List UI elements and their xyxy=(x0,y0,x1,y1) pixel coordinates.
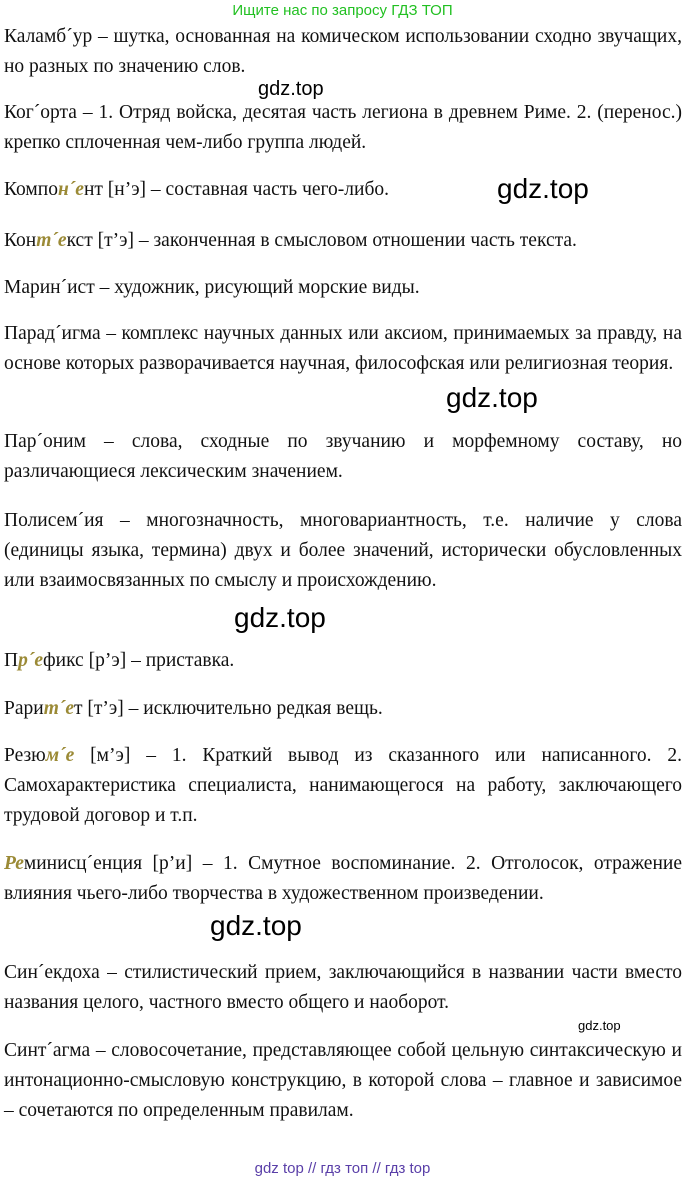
glossary-entry-paronim xyxy=(4,427,682,487)
entry-text: т [т’э] – исключительно редкая вещь. xyxy=(74,698,383,719)
entry-text: кст [т’э] – законченная в смысловом отношении часть текста. xyxy=(66,230,577,251)
entry-text: Ког´орта – 1. Отряд войска, десятая часть легиона в древнем Риме. 2. (перенос.) крепко сплоченная чем-либо группа людей. xyxy=(4,102,682,153)
watermark: gdz.top xyxy=(210,910,302,941)
watermark: gdz.top xyxy=(446,382,538,413)
watermark: gdz.top xyxy=(578,1018,621,1033)
entry-text: Резю xyxy=(4,745,46,766)
stress-highlight: т´е xyxy=(36,230,67,251)
entry-text: Компо xyxy=(4,179,58,200)
glossary-entry-sinekdokha xyxy=(4,958,682,1018)
entry-text: Парад´игма – комплекс научных данных или аксиом, принимаемых за правду, на основе которых разворачивается научная, философская или религиозная теория. xyxy=(4,323,682,374)
entry-text: фикс [р’э] – приставка. xyxy=(43,650,235,671)
glossary-entry-kontekst xyxy=(4,226,682,256)
entry-text: нт [н’э] – составная часть чего-либо. xyxy=(83,179,389,200)
watermark: gdz.top xyxy=(258,78,324,100)
watermark: gdz.top xyxy=(234,602,326,633)
glossary-entry-marinist xyxy=(4,273,682,303)
entry-text: Каламб´ур – шутка, основанная на комическом использовании сходно звучащих, но разных по значению слов. xyxy=(4,26,682,77)
footer-watermark: gdz top // гдз топ // гдз top xyxy=(254,1160,431,1177)
entry-text: Кон xyxy=(4,230,37,251)
entry-text: П xyxy=(4,650,19,671)
stress-highlight: м´е xyxy=(45,745,75,766)
glossary-entry-reminiscenciya xyxy=(4,849,682,909)
watermark: gdz.top xyxy=(497,173,589,204)
glossary-entry-prefiks xyxy=(4,646,682,676)
glossary-entry-kogorta xyxy=(4,98,682,158)
entry-text: Полисем´ия – многозначность, многовариантность, т.е. наличие у слова (единицы языка, термина) двух и более значений, исторически обусловленных или взаимосвязанных по смыслу и происхождению. xyxy=(4,510,682,591)
glossary-entry-sintagma xyxy=(4,1036,682,1126)
glossary-entry-raritet xyxy=(4,694,682,724)
entry-text: минисц´енция [р’и] – 1. Смутное воспоминание. 2. Отголосок, отражение влияния чьего-либо творчества в художественном произведении. xyxy=(4,853,682,904)
stress-highlight: н´е xyxy=(57,179,84,200)
entry-text: Марин´ист – художник, рисующий морские виды. xyxy=(4,277,420,298)
stress-highlight: т´е xyxy=(43,698,75,719)
stress-highlight: р´е xyxy=(18,650,43,671)
entry-text: Рари xyxy=(4,698,44,719)
entry-text: Пар´оним – слова, сходные по звучанию и морфемному составу, но различающиеся лексическим значением. xyxy=(4,431,682,482)
glossary-entry-rezyume xyxy=(4,741,682,831)
glossary-entry-paradigma xyxy=(4,319,682,379)
search-banner: Ищите нас по запросу ГДЗ ТОП xyxy=(232,2,453,19)
glossary-entry-kalambur xyxy=(4,22,682,82)
stress-highlight: Ре xyxy=(4,853,24,874)
entry-text: [м’э] – 1. Краткий вывод из сказанного или написанного. 2. Самохарактеристика специалиста, нанимающегося на работу, заключающего трудовой договор и т.п. xyxy=(4,745,682,826)
entry-text: Син´екдоха – стилистический прием, заключающийся в названии части вместо названия целого, частного вместо общего и наоборот. xyxy=(4,962,682,1013)
entry-text: Синт´агма – словосочетание, представляющее собой цельную синтаксическую и интонационно-смысловую конструкцию, в которой слова – главное и зависимое – сочетаются по определенным правилам. xyxy=(4,1040,682,1121)
glossary-entry-polisemiya xyxy=(4,506,682,596)
